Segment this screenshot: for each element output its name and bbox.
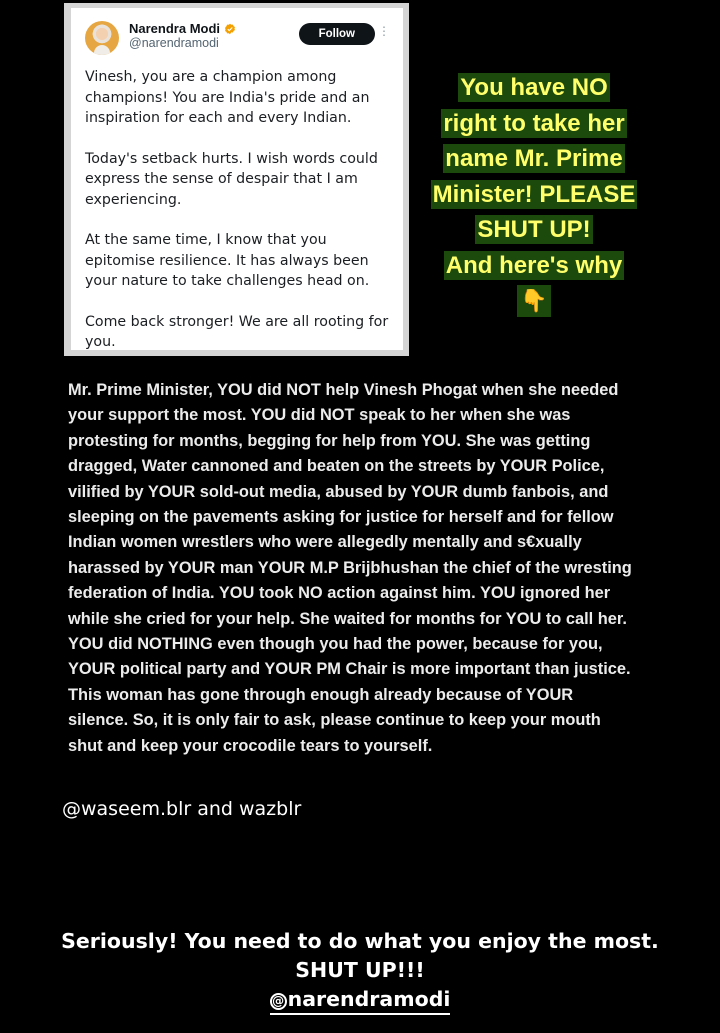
paragraph-line: Indian women wrestlers who were allegedly mentally and s€xually: [68, 533, 582, 552]
avatar: [85, 21, 119, 55]
headline-line: name Mr. Prime: [445, 145, 623, 172]
author-name: Narendra Modi: [129, 21, 221, 36]
more-options-icon[interactable]: ⋮: [378, 24, 389, 38]
paragraph-line: Mr. Prime Minister, YOU did NOT help Vinesh Phogat when she needed: [68, 381, 619, 399]
paragraph-line: while she cried for your help. She waited for months for YOU to call her.: [68, 609, 627, 628]
headline: [418, 70, 650, 319]
paragraph-line: shut and keep your crocodile tears to yourself.: [68, 736, 433, 755]
author-name-row: [129, 21, 299, 36]
paragraph-line: harassed by YOUR man YOUR M.P Brijbhushan the chief of the wresting: [68, 558, 632, 577]
paragraph-line: protesting for months, begging for help from YOU. She was getting: [68, 431, 591, 450]
verified-badge-icon: [224, 23, 236, 35]
paragraph-line: your support the most. YOU did NOT speak to her when she was: [68, 406, 571, 425]
paragraph-line: dragged, Water cannoned and beaten on the streets by YOUR Police,: [68, 457, 605, 476]
mention-tag[interactable]: [270, 986, 451, 1015]
message-paragraph: [68, 378, 678, 759]
headline-line: And here's why: [445, 251, 623, 279]
tweet-card: [71, 8, 403, 350]
paragraph-line: silence. So, it is only fair to ask, please continue to keep your mouth: [68, 711, 601, 730]
paragraph-line: YOUR political party and YOUR PM Chair is more important than justice.: [68, 660, 631, 679]
tweet-paragraph: Come back stronger! We are all rooting for you.: [85, 313, 389, 350]
author-block: [129, 21, 299, 51]
author-handle: @narendramodi: [129, 36, 219, 50]
tweet-paragraph: Vinesh, you are a champion among champions! You are India's pride and an inspiration for each and every Indian.: [85, 69, 370, 126]
headline-line: You have NO: [460, 74, 608, 101]
paragraph-line: YOU did NOTHING even though you had the power, because for you,: [68, 635, 603, 654]
footer-line-2: SHUT UP!!!: [295, 958, 425, 982]
headline-line: right to take her: [443, 109, 625, 137]
footer-caption: [0, 927, 720, 1015]
tweet-header: [85, 21, 389, 57]
credit-text: @waseem.blr and wazblr: [62, 798, 302, 820]
at-sign-icon: @: [270, 993, 287, 1010]
tweet-text: [85, 67, 389, 350]
footer-line-1: Seriously! You need to do what you enjoy the most.: [61, 929, 659, 953]
paragraph-line: sleeping on the pavements asking for justice for herself and for fellow: [68, 508, 614, 527]
paragraph-line: federation of India. YOU took NO action against him. YOU ignored her: [68, 584, 611, 603]
headline-line: Minister! PLEASE: [432, 180, 636, 208]
tweet-screenshot: [64, 3, 409, 356]
paragraph-line: vilified by YOUR sold-out media, abused by YOUR dumb fanbois, and: [68, 482, 609, 501]
tweet-paragraph: Today's setback hurts. I wish words could express the sense of despair that I am experiencing.: [85, 150, 378, 208]
paragraph-line: This woman has gone through enough already because of YOUR: [68, 685, 574, 704]
tweet-paragraph: At the same time, I know that you epitomise resilience. It has always been your nature to take challenges head on.: [85, 232, 370, 289]
headline-line: SHUT UP!: [477, 216, 591, 243]
mention-username: narendramodi: [287, 987, 451, 1011]
follow-button[interactable]: Follow: [299, 23, 375, 45]
pointing-down-icon: 👇: [517, 285, 551, 317]
